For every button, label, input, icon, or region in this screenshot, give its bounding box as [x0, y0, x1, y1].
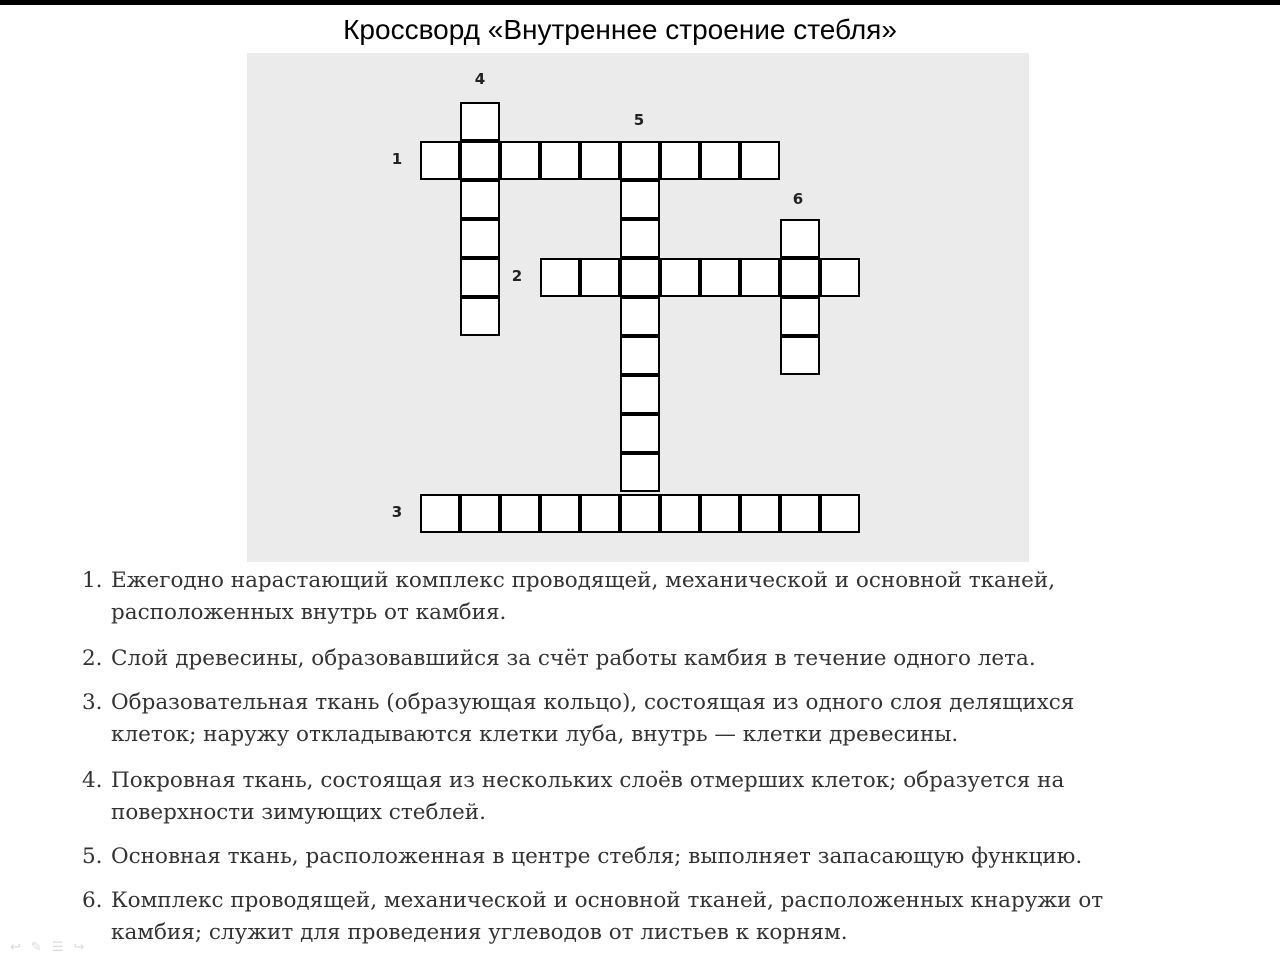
crossword-cell[interactable]	[700, 258, 740, 297]
crossword-cell[interactable]	[660, 258, 700, 297]
clue-number-2: 2	[511, 267, 523, 285]
crossword-cell[interactable]	[500, 141, 540, 180]
crossword-cell[interactable]	[620, 297, 660, 336]
crossword-cell[interactable]	[540, 494, 580, 533]
clue-number-3: 3	[391, 503, 403, 521]
crossword-cell[interactable]	[740, 258, 780, 297]
crossword-cell[interactable]	[460, 102, 500, 141]
clue-number-6: 6	[792, 190, 804, 208]
crossword-cell[interactable]	[500, 494, 540, 533]
clue-number-1: 1	[391, 150, 403, 168]
forward-arrow-icon[interactable]: ↪	[73, 939, 85, 955]
clue-text: Образовательная ткань (образующая кольцо), состоящая из одного слоя делящихся	[111, 690, 1075, 715]
clue-text: клеток; наружу откладываются клетки луба, внутрь — клетки древесины.	[111, 722, 959, 747]
clue-number: 2.	[82, 646, 103, 671]
crossword-cell[interactable]	[780, 494, 820, 533]
crossword-cell[interactable]	[620, 336, 660, 375]
slideshow-toolbar	[10, 938, 84, 956]
clue-number: 4.	[82, 768, 103, 793]
crossword-cell[interactable]	[620, 180, 660, 219]
crossword-cell[interactable]	[460, 219, 500, 258]
crossword-cell[interactable]	[420, 141, 460, 180]
clue-text: расположенных внутрь от камбия.	[111, 600, 507, 625]
crossword-cell[interactable]	[620, 219, 660, 258]
crossword-cell[interactable]	[780, 219, 820, 258]
crossword-cell[interactable]	[780, 336, 820, 375]
crossword-cell[interactable]	[660, 494, 700, 533]
crossword-cell[interactable]	[580, 494, 620, 533]
page-title: Кроссворд «Внутреннее строение стебля»	[343, 14, 897, 45]
clue-number-4: 4	[474, 70, 486, 88]
clue-text: Слой древесины, образовавшийся за счёт работы камбия в течение одного лета.	[111, 646, 1036, 671]
crossword-cell[interactable]	[620, 375, 660, 414]
clue-text: Ежегодно нарастающий комплекс проводящей, механической и основной тканей,	[111, 568, 1056, 593]
crossword-cell[interactable]	[580, 258, 620, 297]
clue-number: 6.	[82, 888, 103, 913]
crossword-cell[interactable]	[740, 141, 780, 180]
crossword-cell[interactable]	[780, 297, 820, 336]
clue-number: 1.	[82, 568, 103, 593]
crossword-cell[interactable]	[540, 141, 580, 180]
clue-text: Основная ткань, расположенная в центре стебля; выполняет запасающую функцию.	[111, 844, 1083, 869]
clue-number-5: 5	[633, 111, 645, 129]
crossword-cell[interactable]	[660, 141, 700, 180]
crossword-cell[interactable]	[620, 494, 660, 533]
pen-icon[interactable]: ✎	[30, 939, 42, 955]
crossword-cell[interactable]	[460, 258, 500, 297]
crossword-cell[interactable]	[740, 494, 780, 533]
crossword-cell[interactable]	[420, 494, 460, 533]
crossword-cell[interactable]	[700, 494, 740, 533]
crossword-cell[interactable]	[460, 141, 500, 180]
crossword-cell[interactable]	[620, 258, 660, 297]
clue-text: камбия; служит для проведения углеводов от листьев к корням.	[111, 920, 848, 945]
crossword-cell[interactable]	[820, 494, 860, 533]
crossword-cell[interactable]	[540, 258, 580, 297]
crossword-cell[interactable]	[580, 141, 620, 180]
clue-text: Покровная ткань, состоящая из нескольких слоёв отмерших клеток; образуется на	[111, 768, 1065, 793]
menu-icon[interactable]: ☰	[51, 939, 64, 955]
crossword-grid	[247, 53, 1029, 562]
crossword-cell[interactable]	[620, 414, 660, 453]
crossword-cell[interactable]	[780, 258, 820, 297]
crossword-cell[interactable]	[700, 141, 740, 180]
crossword-cell[interactable]	[620, 141, 660, 180]
crossword-cell[interactable]	[460, 180, 500, 219]
clue-text: поверхности зимующих стеблей.	[111, 800, 486, 825]
clue-number: 3.	[82, 690, 103, 715]
crossword-cell[interactable]	[620, 453, 660, 492]
back-arrow-icon[interactable]: ↩	[10, 939, 21, 955]
clue-text: Комплекс проводящей, механической и основной тканей, расположенных кнаружи от	[111, 888, 1104, 913]
crossword-cell[interactable]	[460, 494, 500, 533]
top-bar	[0, 0, 1280, 5]
crossword-cell[interactable]	[820, 258, 860, 297]
crossword-cell[interactable]	[460, 297, 500, 336]
clue-number: 5.	[82, 844, 103, 869]
